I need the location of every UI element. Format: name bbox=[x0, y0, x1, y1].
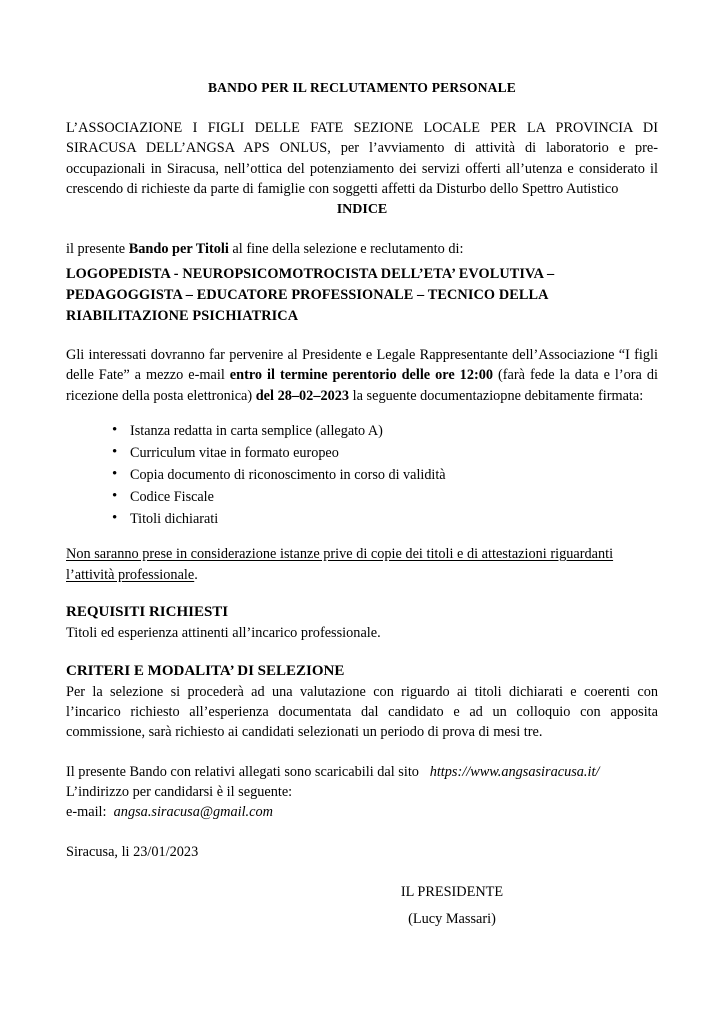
page-title: BANDO PER IL RECLUTAMENTO PERSONALE bbox=[207, 80, 517, 95]
submission-paragraph bbox=[66, 345, 658, 406]
lead-bold: Bando per Titoli bbox=[128, 241, 229, 258]
email-paragraph bbox=[66, 802, 658, 822]
list-item: • Istanza redatta in carta semplice (allegato A) bbox=[112, 420, 658, 442]
intro-paragraph bbox=[66, 118, 658, 199]
address-label: L’indirizzo per candidarsi è il seguente: bbox=[66, 783, 293, 800]
roles-line-3: RIABILITAZIONE PSICHIATRICA bbox=[66, 307, 299, 324]
email-link[interactable]: angsa.siracusa@gmail.com bbox=[113, 804, 273, 821]
notice-tail: . bbox=[194, 566, 198, 583]
intro-text: L’ASSOCIAZIONE I FIGLI DELLE FATE SEZIONE LOCALE PER LA PROVINCIA DI SIRACUSA DELL’ANGSA APS ONLUS, per l’avviamento di attività di laboratorio e pre-occupazionali in Siracusa, nell’ottica del potenziamento dei servizi offerti all’utenza e considerato il crescendo di richieste da parte di famiglie con soggetti affetti da Disturbo dello Spettro Autistico bbox=[66, 120, 658, 197]
roles-line-2: PEDAGOGGISTA – EDUCATORE PROFESSIONALE – TECNICO DELLA bbox=[66, 286, 549, 303]
criteria-text: Per la selezione si procederà ad una valutazione con riguardo ai titoli dichiarati e coerenti con l’incarico richiesto all’esperienza documentata dal candidato e ad un colloquio con apposita commissione, sarà richiesto ai candidati selezionati un periodo di prova di mesi tre. bbox=[66, 683, 658, 741]
submission-part2: (farà fede la data e l’ora di ricezione della posta elettronica) bbox=[66, 367, 658, 404]
notice-line-2: l’attività professionale bbox=[66, 566, 195, 583]
requirements-heading: REQUISITI RICHIESTI bbox=[66, 604, 229, 621]
website-link[interactable]: https://www.angsasiracusa.it/ bbox=[429, 763, 600, 780]
place-date: Siracusa, li 23/01/2023 bbox=[66, 843, 199, 860]
lead-part1: il presente bbox=[66, 241, 129, 258]
notice-paragraph bbox=[66, 544, 658, 585]
submission-part1: Gli interessati dovranno far pervenire al Presidente e Legale Rappresentante dell’Associazione “I figli delle Fate” a mezzo e-mail bbox=[66, 347, 658, 384]
signature-role: IL PRESIDENTE bbox=[400, 883, 504, 900]
list-item: • Codice Fiscale bbox=[112, 486, 658, 508]
notice-line-1: Non saranno prese in considerazione istanze prive di copie dei titoli e di attestazioni riguardanti bbox=[66, 545, 614, 562]
requirements-text: Titoli ed esperienza attinenti all’incarico professionale. bbox=[66, 625, 381, 642]
list-item: • Titoli dichiarati bbox=[112, 508, 658, 530]
signature-name: (Lucy Massari) bbox=[408, 910, 496, 927]
list-item: • Copia documento di riconoscimento in corso di validità bbox=[112, 464, 658, 486]
roles-line-1: LOGOPEDISTA - NEUROPSICOMOTROCISTA DELL’ETA’ EVOLUTIVA – bbox=[66, 266, 555, 283]
document-body bbox=[66, 80, 658, 928]
required-documents-list bbox=[66, 420, 658, 530]
signature-block bbox=[66, 884, 658, 928]
submission-deadline-date: del 28–02–2023 bbox=[255, 387, 350, 404]
lead-paragraph bbox=[66, 239, 658, 259]
submission-deadline-time: entro il termine perentorio delle ore 12:00 bbox=[229, 367, 494, 384]
criteria-heading: CRITERI E MODALITA’ DI SELEZIONE bbox=[66, 662, 345, 679]
download-text: Il presente Bando con relativi allegati sono scaricabili dal sito bbox=[66, 763, 419, 780]
submission-part3: la seguente documentaziopne debitamente firmata: bbox=[349, 387, 644, 404]
lead-part2: al fine della selezione e reclutamento di: bbox=[228, 241, 464, 258]
email-label: e-mail: bbox=[66, 804, 107, 821]
download-paragraph bbox=[66, 762, 658, 782]
indice-label: INDICE bbox=[336, 202, 388, 218]
roles-list bbox=[66, 264, 658, 326]
list-item: • Curriculum vitae in formato europeo bbox=[112, 442, 658, 464]
